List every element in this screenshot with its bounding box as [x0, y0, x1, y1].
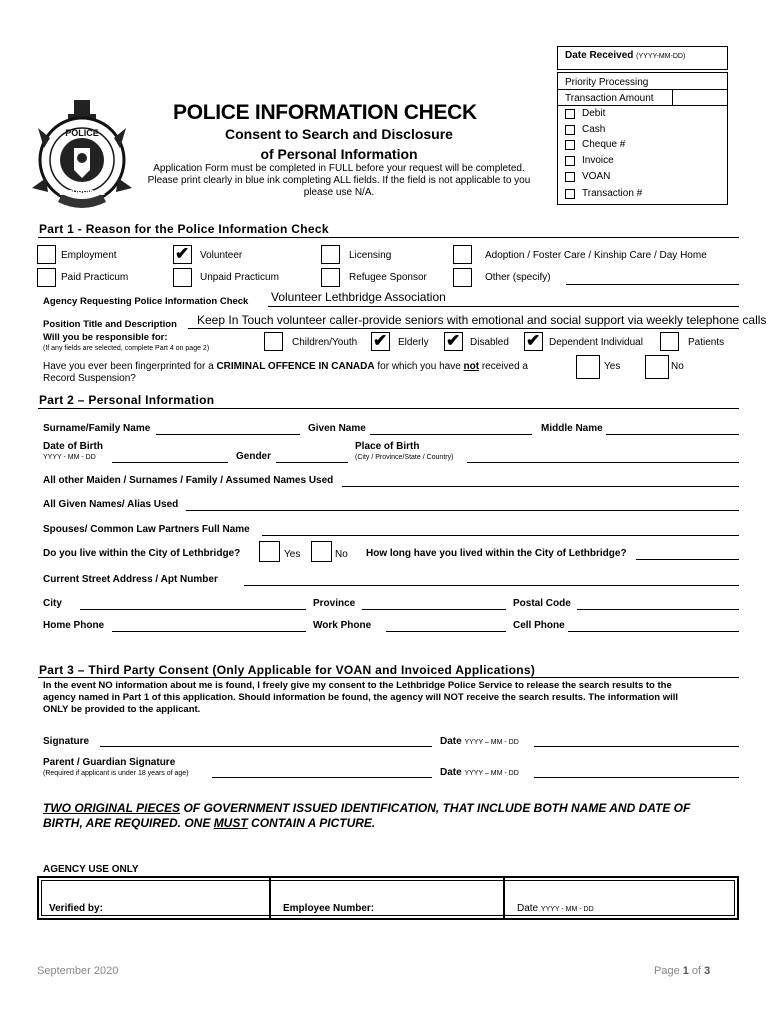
date-received-text: Date Received [565, 50, 634, 61]
gender-input[interactable] [276, 462, 348, 463]
refugee-sponsor-checkbox[interactable] [321, 268, 340, 287]
id-notice-p3: BIRTH, ARE REQUIRED. ONE [43, 816, 214, 830]
agency-underline [268, 306, 739, 307]
fingerprint-no-checkbox[interactable] [645, 355, 669, 379]
elderly-label: Elderly [398, 337, 429, 348]
pob-input[interactable] [467, 462, 739, 463]
instruction-1: Application Form must be completed in FULL before your request will be completed. [153, 163, 525, 174]
province-label: Province [313, 598, 356, 609]
gender-label: Gender [236, 451, 272, 462]
spouse-input[interactable] [262, 535, 739, 536]
adoption-checkbox[interactable] [453, 245, 472, 264]
fingerprint-text-2: for which you have [374, 361, 464, 372]
footer-page-num: 1 [682, 965, 689, 977]
consent-text-3: ONLY be provided to the applicant. [43, 704, 201, 715]
fingerprint-yes-checkbox[interactable] [576, 355, 600, 379]
city-label: City [43, 598, 62, 609]
live-no-checkbox[interactable] [311, 541, 332, 562]
signature-date-label [440, 736, 519, 747]
maiden-input[interactable] [342, 486, 739, 487]
id-notice-p1: TWO ORIGINAL PIECES [43, 801, 181, 815]
part3-heading: Part 3 – Third Party Consent (Only Applicable for VOAN and Invoiced Applications) [39, 663, 536, 677]
how-long-input[interactable] [636, 559, 739, 560]
live-no-label: No [335, 549, 348, 560]
footer-page-mid: of [688, 965, 705, 977]
signature-input[interactable] [100, 746, 432, 747]
licensing-checkbox[interactable] [321, 245, 340, 264]
guardian-date-label [440, 767, 519, 778]
pob-format: (City / Province/State / Country) [355, 454, 454, 461]
other-checkbox[interactable] [453, 268, 472, 287]
invoice-checkbox[interactable] [565, 156, 575, 166]
position-label: Position Title and Description [43, 319, 177, 330]
part3-rule [38, 677, 739, 678]
other-specify-input[interactable] [566, 284, 739, 285]
id-notice-p5: CONTAIN A PICTURE. [247, 816, 376, 830]
date-received-format: (YYYY-MM-DD) [636, 53, 686, 60]
debit-checkbox[interactable] [565, 109, 575, 119]
paid-practicum-label: Paid Practicum [61, 272, 129, 283]
middle-name-label: Middle Name [541, 423, 603, 434]
position-underline [188, 328, 739, 329]
agency-date-format: YYYY - MM - DD [540, 906, 594, 913]
how-long-label: How long have you lived within the City of Lethbridge? [366, 548, 627, 559]
id-notice-p2: OF GOVERNMENT ISSUED IDENTIFICATION, THAT INCLUDE BOTH NAME AND DATE OF [180, 801, 691, 815]
signature-label: Signature [43, 736, 90, 747]
guardian-date-text: Date [440, 767, 462, 778]
footer-date: September 2020 [37, 965, 119, 977]
footer-page-pre: Page [654, 965, 683, 977]
spouse-label: Spouses/ Common Law Partners Full Name [43, 524, 250, 535]
part2-rule [38, 408, 739, 409]
priority-label: Priority Processing [565, 77, 649, 88]
id-notice [43, 801, 743, 831]
cheque-checkbox[interactable] [565, 140, 575, 150]
other-label: Other (specify) [485, 272, 551, 283]
employment-label: Employment [61, 250, 117, 261]
dependent-label: Dependent Individual [549, 337, 643, 348]
middle-name-input[interactable] [606, 434, 739, 435]
subtitle-1: Consent to Search and Disclosure [225, 126, 453, 142]
address-label: Current Street Address / Apt Number [43, 574, 218, 585]
fingerprint-question-2: Record Suspension? [43, 373, 136, 384]
cheque-label: Cheque # [582, 139, 626, 150]
children-youth-checkbox[interactable] [264, 332, 283, 351]
fingerprint-text-1: Have you ever been fingerprinted for a [43, 361, 217, 372]
voan-label: VOAN [582, 171, 611, 182]
guardian-date-input[interactable] [534, 777, 739, 778]
dob-input[interactable] [112, 462, 228, 463]
unpaid-practicum-label: Unpaid Practicum [200, 272, 279, 283]
home-phone-label: Home Phone [43, 620, 105, 631]
cell-phone-label: Cell Phone [513, 620, 565, 631]
maiden-label: All other Maiden / Surnames / Family / Assumed Names Used [43, 475, 334, 486]
responsible-note: (If any fields are selected, complete Part 4 on page 2) [43, 345, 210, 352]
part1-heading: Part 1 - Reason for the Police Information Check [39, 222, 329, 236]
agency-input[interactable]: Volunteer Lethbridge Association [271, 290, 446, 304]
responsible-label: Will you be responsible for: [43, 332, 168, 343]
signature-date-format: YYYY – MM - DD [464, 739, 519, 746]
transaction-checkbox[interactable] [565, 189, 575, 199]
dob-format: YYYY - MM - DD [43, 454, 96, 461]
given-name-input[interactable] [370, 434, 532, 435]
signature-date-text: Date [440, 736, 462, 747]
province-input[interactable] [362, 609, 506, 610]
cash-label: Cash [582, 124, 606, 135]
home-phone-input[interactable] [112, 631, 306, 632]
postal-label: Postal Code [513, 598, 571, 609]
disabled-label: Disabled [470, 337, 509, 348]
surname-label: Surname/Family Name [43, 423, 151, 434]
fingerprint-no-label: No [671, 361, 684, 372]
fingerprint-text-3: received a [479, 361, 528, 372]
agency-date-label [517, 903, 594, 914]
consent-text-1: In the event NO information about me is found, I freely give my consent to the Lethbridge Police Service to release the search results to the [43, 680, 672, 691]
amount-divider [672, 89, 673, 105]
invoice-label: Invoice [582, 155, 614, 166]
volunteer-label: Volunteer [200, 250, 243, 261]
work-phone-input[interactable] [386, 631, 506, 632]
footer-page-total: 3 [704, 965, 711, 977]
children-youth-label: Children/Youth [292, 337, 358, 348]
subtitle-2: of Personal Information [260, 146, 418, 162]
elderly-check-icon: ✔ [373, 331, 388, 350]
pob-label: Place of Birth [355, 441, 420, 452]
debit-label: Debit [582, 108, 606, 119]
position-input[interactable]: Keep In Touch volunteer caller-provide seniors with emotional and social support via weekly telephone calls [197, 313, 767, 327]
postal-input[interactable] [577, 609, 739, 610]
id-notice-p4: MUST [213, 816, 248, 830]
logo-bottom-text: LETHBRIDGE [59, 190, 105, 197]
amount-label: Transaction Amount [565, 93, 654, 104]
city-input[interactable] [80, 609, 306, 610]
voan-checkbox[interactable] [565, 172, 575, 182]
employee-number-label: Employee Number: [283, 903, 375, 914]
logo-top-text: POLICE [65, 128, 99, 138]
cell-phone-input[interactable] [568, 631, 739, 632]
dob-label: Date of Birth [43, 441, 103, 452]
surname-input[interactable] [156, 434, 300, 435]
date-received-label [565, 50, 685, 61]
work-phone-label: Work Phone [313, 620, 372, 631]
given-name-label: Given Name [308, 423, 366, 434]
agency-use-inner [41, 880, 735, 916]
agency-divider-2 [503, 876, 505, 920]
licensing-label: Licensing [349, 250, 392, 261]
live-yes-label: Yes [284, 549, 301, 560]
part1-rule [38, 237, 739, 238]
disabled-check-icon: ✔ [446, 331, 461, 350]
patients-checkbox[interactable] [660, 332, 679, 351]
live-yes-checkbox[interactable] [259, 541, 280, 562]
signature-date-input[interactable] [534, 746, 739, 747]
guardian-note: (Required if applicant is under 18 years of age) [43, 770, 189, 777]
guardian-date-format: YYYY – MM - DD [464, 770, 519, 777]
instruction-2: Please print clearly in blue ink completing ALL fields. If the field is not applicable to you [147, 175, 531, 186]
alias-label: All Given Names/ Alias Used [43, 499, 179, 510]
verified-by-label: Verified by: [49, 903, 103, 914]
footer-page [654, 965, 710, 977]
police-crest-logo [28, 98, 136, 210]
page-title: POLICE INFORMATION CHECK [173, 101, 477, 124]
instruction-3: please use N/A. [303, 187, 375, 198]
volunteer-check-icon: ✔ [175, 244, 190, 263]
cash-checkbox[interactable] [565, 125, 575, 135]
transaction-label: Transaction # [582, 188, 643, 199]
payment-divider-2 [557, 105, 728, 106]
payment-divider [557, 89, 728, 90]
dependent-check-icon: ✔ [526, 331, 541, 350]
agency-date-text: Date [517, 903, 539, 914]
employment-checkbox[interactable] [37, 245, 56, 264]
guardian-signature-input[interactable] [212, 777, 432, 778]
guardian-label: Parent / Guardian Signature [43, 757, 176, 768]
fingerprint-bold: CRIMINAL OFFENCE IN CANADA [216, 361, 375, 372]
consent-text-2: agency named in Part 1 of this application. Should information be found, the agency will NOT receive the search results. The information will [43, 692, 679, 703]
agency-label: Agency Requesting Police Information Check [43, 296, 249, 307]
alias-input[interactable] [186, 510, 739, 511]
unpaid-practicum-checkbox[interactable] [173, 268, 192, 287]
part2-heading: Part 2 – Personal Information [39, 393, 215, 407]
patients-label: Patients [688, 337, 725, 348]
adoption-label: Adoption / Foster Care / Kinship Care / Day Home [485, 250, 707, 261]
agency-use-heading: AGENCY USE ONLY [43, 864, 139, 875]
fingerprint-question [43, 361, 528, 372]
live-question: Do you live within the City of Lethbridge? [43, 548, 241, 559]
fingerprint-not: not [463, 361, 480, 372]
fingerprint-yes-label: Yes [604, 361, 621, 372]
address-input[interactable] [244, 585, 739, 586]
refugee-sponsor-label: Refugee Sponsor [349, 272, 427, 283]
paid-practicum-checkbox[interactable] [37, 268, 56, 287]
agency-divider-1 [269, 876, 271, 920]
